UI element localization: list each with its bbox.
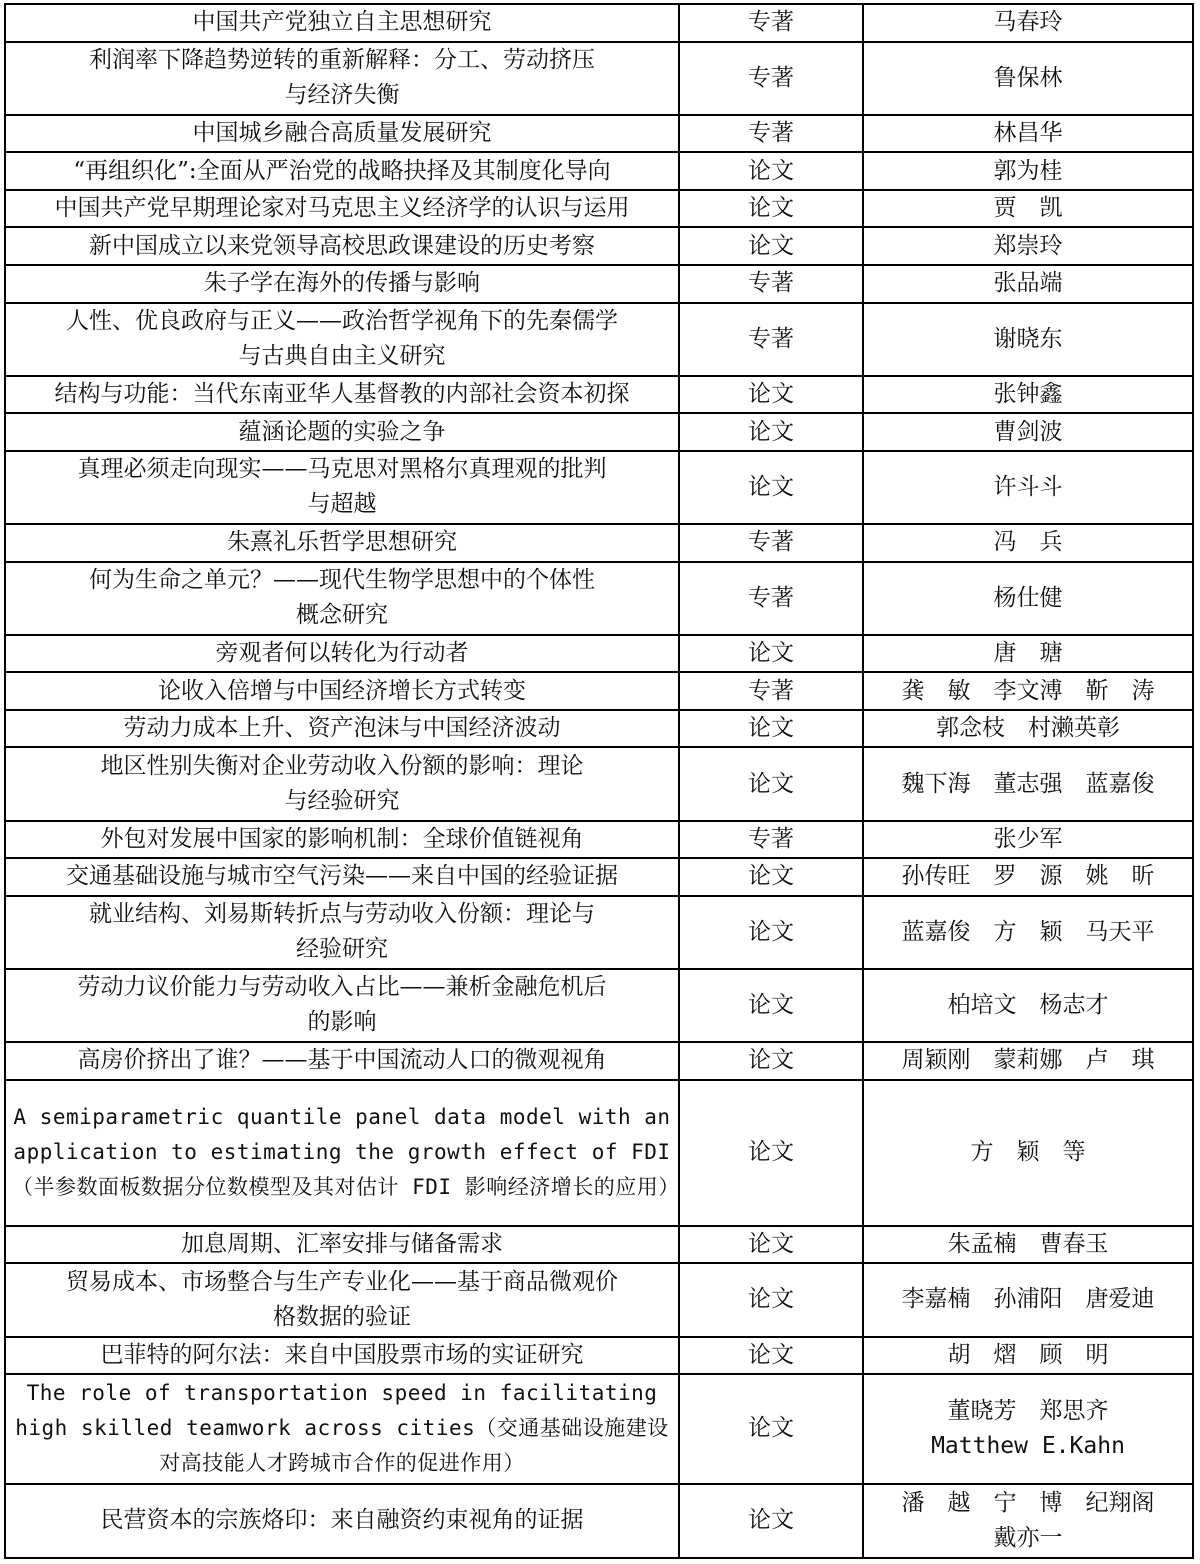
- title-cell: 朱熹礼乐哲学思想研究: [5, 524, 679, 562]
- type-cell: 专著: [679, 4, 863, 42]
- type-cell: 专著: [679, 115, 863, 153]
- type-cell: 论文: [679, 451, 863, 524]
- title-cell: 中国共产党独立自主思想研究: [5, 4, 679, 42]
- table-row: [5, 524, 1193, 562]
- authors-cell: 张少军: [863, 821, 1193, 859]
- type-cell: 论文: [679, 635, 863, 673]
- authors-cell: 林昌华: [863, 115, 1193, 153]
- type-cell: 论文: [679, 1226, 863, 1264]
- table-row: [5, 821, 1193, 859]
- title-cell: 加息周期、汇率安排与储备需求: [5, 1226, 679, 1264]
- title-cell: 结构与功能：当代东南亚华人基督教的内部社会资本初探: [5, 376, 679, 414]
- table-row: [5, 1042, 1193, 1080]
- title-cell: 中国城乡融合高质量发展研究: [5, 115, 679, 153]
- authors-cell: 贾 凯: [863, 190, 1193, 228]
- title-cell: 真理必须走向现实——马克思对黑格尔真理观的批判 与超越: [5, 451, 679, 524]
- table-row: [5, 1226, 1193, 1264]
- authors-cell: 郭为桂: [863, 152, 1193, 190]
- table-row: [5, 413, 1193, 451]
- table-row: [5, 635, 1193, 673]
- type-cell: 专著: [679, 821, 863, 859]
- title-cell: 就业结构、刘易斯转折点与劳动收入份额：理论与 经验研究: [5, 896, 679, 969]
- type-cell: 论文: [679, 969, 863, 1042]
- authors-cell: 曹剑波: [863, 413, 1193, 451]
- title-cell: 人性、优良政府与正义——政治哲学视角下的先秦儒学 与古典自由主义研究: [5, 303, 679, 376]
- title-cell: 民营资本的宗族烙印：来自融资约束视角的证据: [5, 1484, 679, 1558]
- type-cell: 论文: [679, 1080, 863, 1226]
- title-cell: 劳动力议价能力与劳动收入占比——兼析金融危机后 的影响: [5, 969, 679, 1042]
- authors-cell: 潘 越 宁 博 纪翔阁 戴亦一: [863, 1484, 1193, 1558]
- authors-cell: 冯 兵: [863, 524, 1193, 562]
- table-row: [5, 1484, 1193, 1558]
- title-cell: 朱子学在海外的传播与影响: [5, 265, 679, 303]
- authors-cell: 杨仕健: [863, 562, 1193, 635]
- table-row: [5, 115, 1193, 153]
- title-cell: 蕴涵论题的实验之争: [5, 413, 679, 451]
- type-cell: 专著: [679, 672, 863, 710]
- table-row: [5, 1263, 1193, 1336]
- table-row: [5, 562, 1193, 635]
- document-table: [4, 3, 1194, 1559]
- authors-cell: 魏下海 董志强 蓝嘉俊: [863, 747, 1193, 820]
- authors-cell: 谢晓东: [863, 303, 1193, 376]
- type-cell: 论文: [679, 152, 863, 190]
- table-row: [5, 42, 1193, 115]
- type-cell: 论文: [679, 1484, 863, 1558]
- authors-cell: 方 颖 等: [863, 1080, 1193, 1226]
- authors-cell: 马春玲: [863, 4, 1193, 42]
- type-cell: 论文: [679, 747, 863, 820]
- authors-cell: 朱孟楠 曹春玉: [863, 1226, 1193, 1264]
- authors-cell: 柏培文 杨志才: [863, 969, 1193, 1042]
- title-cell: 何为生命之单元？——现代生物学思想中的个体性 概念研究: [5, 562, 679, 635]
- table-row: [5, 858, 1193, 896]
- authors-cell: 郭念枝 村濑英彰: [863, 710, 1193, 748]
- authors-cell: 张钟鑫: [863, 376, 1193, 414]
- table-row: [5, 969, 1193, 1042]
- table-row: [5, 4, 1193, 42]
- title-cell: 利润率下降趋势逆转的重新解释：分工、劳动挤压 与经济失衡: [5, 42, 679, 115]
- table-row: [5, 1080, 1193, 1226]
- table-row: [5, 672, 1193, 710]
- table-row: [5, 451, 1193, 524]
- title-cell: 劳动力成本上升、资产泡沫与中国经济波动: [5, 710, 679, 748]
- table-row: [5, 710, 1193, 748]
- authors-cell: 胡 熠 顾 明: [863, 1337, 1193, 1375]
- title-cell: A semiparametric quantile panel data model with an application to estimating the growth effect of FDI（半参数面板数据分位数模型及其对估计 FDI 影响经济增长的应用）: [5, 1080, 679, 1226]
- table-row: [5, 1374, 1193, 1484]
- type-cell: 论文: [679, 413, 863, 451]
- table-row: [5, 376, 1193, 414]
- title-cell: 高房价挤出了谁？——基于中国流动人口的微观视角: [5, 1042, 679, 1080]
- authors-cell: 孙传旺 罗 源 姚 昕: [863, 858, 1193, 896]
- table-row: [5, 227, 1193, 265]
- title-cell: 新中国成立以来党领导高校思政课建设的历史考察: [5, 227, 679, 265]
- type-cell: 论文: [679, 1337, 863, 1375]
- table-row: [5, 1337, 1193, 1375]
- authors-cell: 李嘉楠 孙浦阳 唐爱迪: [863, 1263, 1193, 1336]
- table-row: [5, 303, 1193, 376]
- table-row: [5, 265, 1193, 303]
- type-cell: 专著: [679, 562, 863, 635]
- title-cell: 巴菲特的阿尔法：来自中国股票市场的实证研究: [5, 1337, 679, 1375]
- type-cell: 专著: [679, 303, 863, 376]
- title-cell: 旁观者何以转化为行动者: [5, 635, 679, 673]
- authors-cell: 许斗斗: [863, 451, 1193, 524]
- type-cell: 论文: [679, 1042, 863, 1080]
- authors-cell: 郑崇玲: [863, 227, 1193, 265]
- type-cell: 论文: [679, 190, 863, 228]
- title-cell: “再组织化”:全面从严治党的战略抉择及其制度化导向: [5, 152, 679, 190]
- title-cell: The role of transportation speed in facilitating high skilled teamwork across cities（交通基础设施建设对高技能人才跨城市合作的促进作用）: [5, 1374, 679, 1484]
- authors-cell: 周颖刚 蒙莉娜 卢 琪: [863, 1042, 1193, 1080]
- type-cell: 论文: [679, 858, 863, 896]
- type-cell: 专著: [679, 42, 863, 115]
- table-body: [5, 4, 1193, 1558]
- table-row: [5, 896, 1193, 969]
- authors-cell: 鲁保林: [863, 42, 1193, 115]
- type-cell: 专著: [679, 265, 863, 303]
- table-row: [5, 747, 1193, 820]
- authors-cell: 唐 瑭: [863, 635, 1193, 673]
- authors-cell: 蓝嘉俊 方 颖 马天平: [863, 896, 1193, 969]
- table-row: [5, 190, 1193, 228]
- type-cell: 论文: [679, 376, 863, 414]
- title-cell: 外包对发展中国家的影响机制：全球价值链视角: [5, 821, 679, 859]
- authors-cell: 董晓芳 郑思齐 Matthew E.Kahn: [863, 1374, 1193, 1484]
- type-cell: 论文: [679, 227, 863, 265]
- authors-cell: 龚 敏 李文溥 靳 涛: [863, 672, 1193, 710]
- title-cell: 交通基础设施与城市空气污染——来自中国的经验证据: [5, 858, 679, 896]
- type-cell: 论文: [679, 710, 863, 748]
- title-cell: 贸易成本、市场整合与生产专业化——基于商品微观价 格数据的验证: [5, 1263, 679, 1336]
- title-cell: 中国共产党早期理论家对马克思主义经济学的认识与运用: [5, 190, 679, 228]
- title-cell: 论收入倍增与中国经济增长方式转变: [5, 672, 679, 710]
- title-cell: 地区性别失衡对企业劳动收入份额的影响：理论 与经验研究: [5, 747, 679, 820]
- type-cell: 论文: [679, 896, 863, 969]
- authors-cell: 张品端: [863, 265, 1193, 303]
- type-cell: 论文: [679, 1374, 863, 1484]
- table-row: [5, 152, 1193, 190]
- type-cell: 专著: [679, 524, 863, 562]
- type-cell: 论文: [679, 1263, 863, 1336]
